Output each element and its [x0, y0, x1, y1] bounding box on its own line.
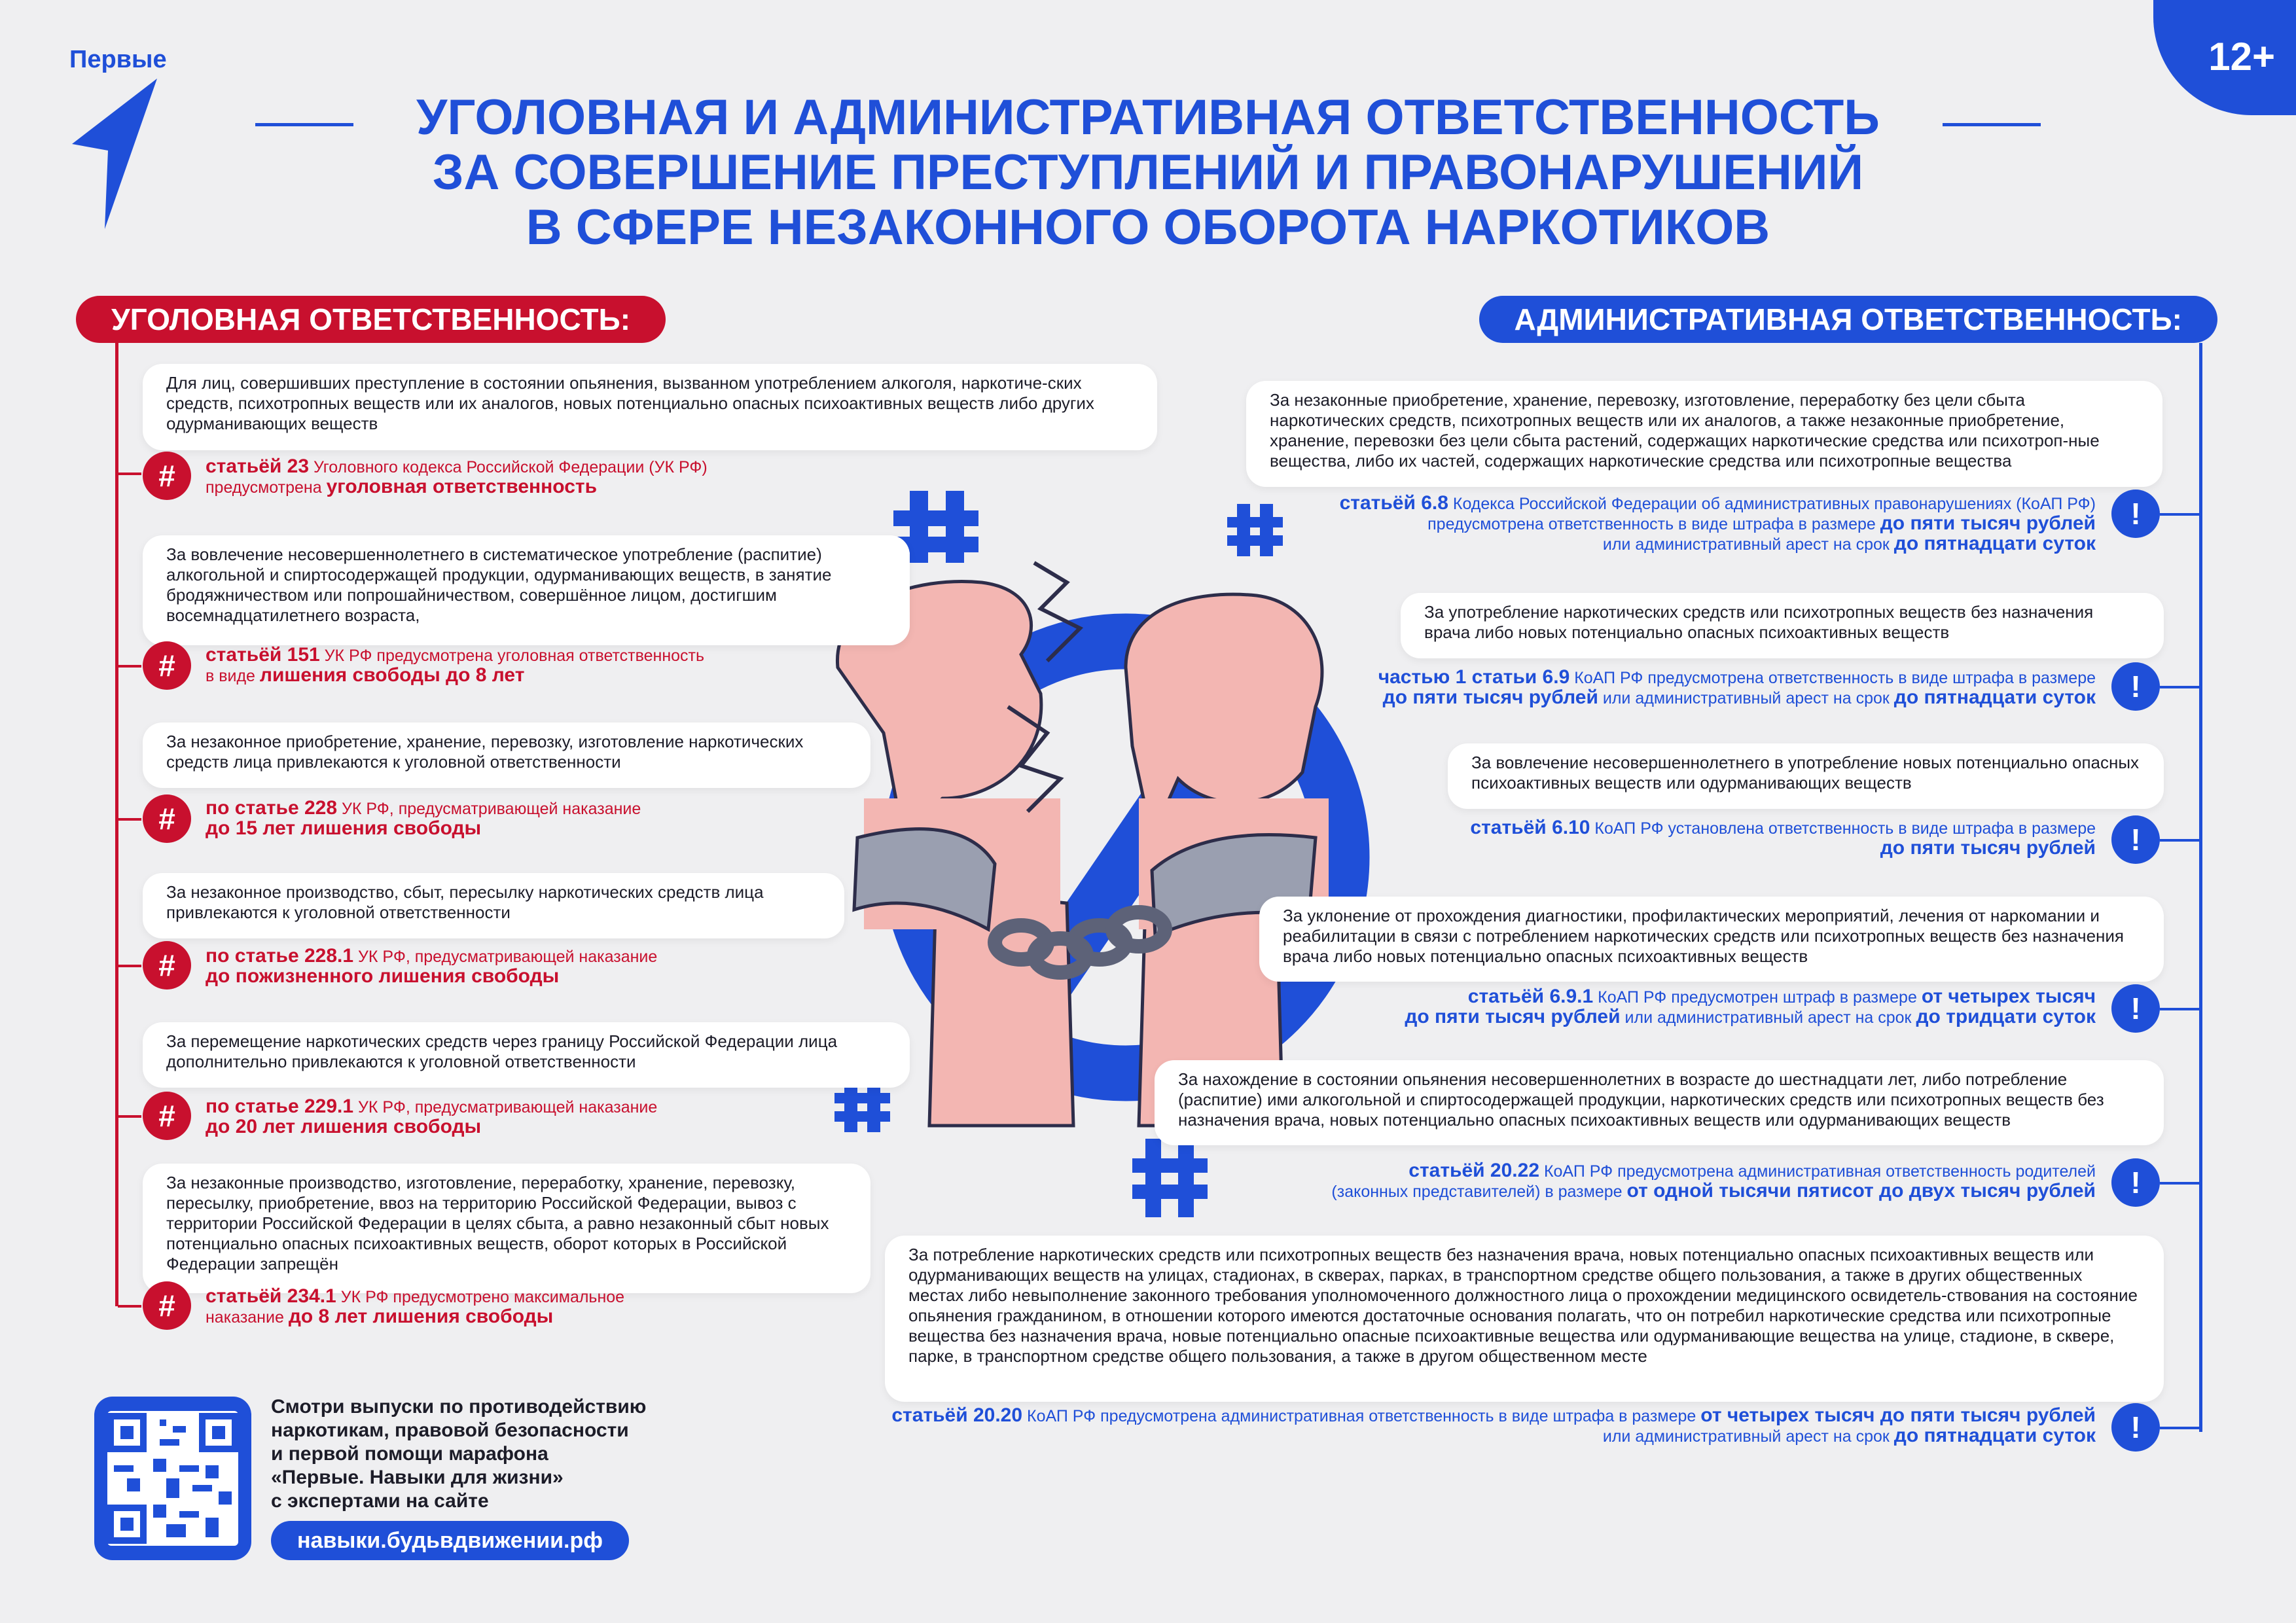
criminal-item-5-law: по статье 229.1 УК РФ, предусматривающей наказание до 20 лет лишения свободы: [206, 1096, 658, 1137]
criminal-item-5-description: За перемещение наркотических средств через границу Российской Федерации лица дополнительно привлекаются к уголовной ответственности: [143, 1022, 910, 1088]
admin-item-2-description: За употребление наркотических средств или психотропных веществ без назначения врача либо новых потенциально опасных психоактивных веществ: [1401, 593, 2164, 658]
connector: [118, 1115, 141, 1118]
website-link[interactable]: навыки.будьвдвижении.рф: [271, 1521, 629, 1560]
hashtag-icon: #: [143, 1281, 191, 1330]
hashtag-icon: #: [143, 1092, 191, 1140]
criminal-item-3-law: по статье 228 УК РФ, предусматривающей наказание до 15 лет лишения свободы: [206, 797, 641, 839]
admin-item-5-description: За нахождение в состоянии опьянения несовершеннолетних в возрасте до шестнадцати лет, либо потребление (распитие) ими алкогольной и спиртосодержащей продукции, наркотических средств или психотропных веществ без назначения врача, новых потенциально опасных психоактивных веществ или одурманивающих веществ: [1155, 1060, 2164, 1145]
qr-code[interactable]: [94, 1397, 251, 1560]
criminal-item-2-law: статьёй 151 УК РФ предусмотрена уголовная ответственность в виде лишения свободы до 8 лет: [206, 644, 705, 686]
brand-name: Первые: [69, 46, 167, 73]
page-title: УГОЛОВНАЯ И АДМИНИСТРАТИВНАЯ ОТВЕТСТВЕННОСТЬ ЗА СОВЕРШЕНИЕ ПРЕСТУПЛЕНИЙ И ПРАВОНАРУШЕНИЙ В СФЕРЕ НЕЗАКОННОГО ОБОРОТА НАРКОТИКОВ: [416, 90, 1880, 255]
admin-item-5-law: статьёй 20.22 КоАП РФ предусмотрена административная ответственность родителей (законных представителей) в размере от одной тысячи пятисот до двух тысяч рублей: [1331, 1160, 2096, 1202]
admin-item-3-law: статьёй 6.10 КоАП РФ установлена ответственность в виде штрафа в размере до пяти тысяч рублей: [1470, 817, 2096, 859]
admin-item-4-description: За уклонение от прохождения диагностики, профилактических мероприятий, лечения от наркомании и реабилитации в связи с потреблением наркотических средств или психотропных веществ без назначения врача либо новых потенциально опасных психоактивных веществ: [1259, 897, 2164, 982]
exclamation-icon: !: [2111, 984, 2160, 1033]
admin-heading: АДМИНИСТРАТИВНАЯ ОТВЕТСТВЕННОСТЬ:: [1479, 296, 2218, 343]
hashtag-icon: [1132, 1139, 1208, 1217]
connector: [118, 665, 141, 668]
qr-code-icon: [107, 1411, 238, 1546]
admin-item-3-description: За вовлечение несовершеннолетнего в употребление новых потенциально опасных психоактивных веществ или одурманивающих веществ: [1448, 743, 2164, 809]
admin-item-2-law: частью 1 статьи 6.9 КоАП РФ предусмотрена ответственность в виде штрафа в размере до пяти тысяч рублей или административный арест на срок до пятнадцати суток: [1378, 666, 2096, 708]
criminal-heading: УГОЛОВНАЯ ОТВЕТСТВЕННОСТЬ:: [76, 296, 666, 343]
hashtag-icon: #: [143, 452, 191, 500]
hashtag-icon: [834, 1080, 890, 1132]
age-rating-badge: 12+: [2153, 0, 2296, 115]
criminal-item-2-description: За вовлечение несовершеннолетнего в систематическое употребление (распитие) алкогольной и спиртосодержащей продукции, одурманивающих веществ, в занятие бродяжничеством или попрошайничеством, совершённое лицом, достигшим восемнадцатилетнего возраста,: [143, 535, 910, 645]
connector: [2160, 1182, 2200, 1185]
hashtag-icon: [1227, 504, 1283, 556]
connector: [118, 1305, 141, 1308]
criminal-item-6-description: За незаконные производство, изготовление, переработку, хранение, перевозку, пересылку, приобретение, ввоз на территорию Российской Федерации, вывоз с территории Российской Федерации в целях сбыта, а равно незаконный сбыт новых потенциально опасных психоактивных веществ, оборот которых в Российской Федерации запрещён: [143, 1164, 870, 1293]
exclamation-icon: !: [2111, 490, 2160, 538]
criminal-item-1-description: Для лиц, совершивших преступление в состоянии опьянения, вызванном употреблением алкоголя, наркотиче-ских средств, психотропных веществ или их аналогов, новых потенциально опасных психоактивных веществ либо других одурманивающих веществ: [143, 364, 1157, 450]
connector: [118, 965, 141, 967]
connector: [118, 818, 141, 821]
footer-description: Смотри выпуски по противодействию наркотикам, правовой безопасности и первой помощи марафона «Первые. Навыки для жизни» с экспертами на сайте: [271, 1396, 647, 1512]
exclamation-icon: !: [2111, 662, 2160, 711]
connector: [2160, 686, 2200, 688]
exclamation-icon: !: [2111, 1158, 2160, 1207]
admin-item-4-law: статьёй 6.9.1 КоАП РФ предусмотрен штраф в размере от четырех тысяч до пяти тысяч рублей или административный арест на срок до тридцати суток: [1405, 986, 2096, 1027]
hashtag-icon: #: [143, 941, 191, 990]
hashtag-icon: #: [143, 794, 191, 843]
admin-item-1-description: За незаконные приобретение, хранение, перевозку, изготовление, переработку без цели сбыта наркотических средств, психотропных веществ или их аналогов, а также незаконные приобретение, хранение, перевозки без цели сбыта растений, содержащих наркотические средства или психотроп-ные вещества, либо их частей, содержащих наркотические средства или психотропные вещества: [1246, 381, 2162, 487]
connector: [2160, 1427, 2200, 1429]
hashtag-icon: #: [143, 641, 191, 690]
criminal-item-3-description: За незаконное приобретение, хранение, перевозку, изготовление наркотических средств лица привлекаются к уголовной ответственности: [143, 722, 870, 788]
criminal-item-4-description: За незаконное производство, сбыт, пересылку наркотических средств лица привлекаются к уголовной ответственности: [143, 873, 844, 938]
admin-item-1-law: статьёй 6.8 Кодекса Российской Федерации об административных правонарушениях (КоАП РФ) предусмотрена ответственность в виде штрафа в размере до пяти тысяч рублей или административный арест на срок до пятнадцати суток: [1339, 492, 2096, 554]
admin-item-6-description: За потребление наркотических средств или психотропных веществ без назначения врача, новых потенциально опасных психоактивных веществ или одурманивающих веществ на улицах, стадионах, в скверах, парках, в транспортном средстве общего пользования, а также в других общественных местах либо невыполнение законного требования уполномоченного должностного лица о прохождении медицинского освидетель-ствования на состояние опьянения гражданином, в отношении которого имеются достаточные основания полагать, что он потребил наркотические средства или психотропные вещества без назначения врача, новые потенциально опасные психоактивные вещества или одурманивающие вещества на улице, стадионе, в сквере, парке, в транспортном средстве общего пользования, а также в другом общественном месте: [885, 1236, 2164, 1402]
criminal-item-4-law: по статье 228.1 УК РФ, предусматривающей наказание до пожизненного лишения свободы: [206, 945, 658, 987]
criminal-item-1-law: статьёй 23 Уголовного кодекса Российской Федерации (УК РФ) предусмотрена уголовная ответственность: [206, 455, 708, 497]
criminal-timeline: [115, 343, 118, 1306]
exclamation-icon: !: [2111, 815, 2160, 864]
connector: [2160, 513, 2200, 516]
criminal-item-6-law: статьёй 234.1 УК РФ предусмотрено максимальное наказание до 8 лет лишения свободы: [206, 1285, 625, 1327]
admin-item-6-law: статьёй 20.20 КоАП РФ предусмотрена административная ответственность в виде штрафа в размере от четырех тысяч до пяти тысяч рублей или административный арест на срок до пятнадцати суток: [891, 1404, 2096, 1446]
connector: [118, 473, 141, 475]
connector: [2160, 1008, 2200, 1010]
connector: [2160, 839, 2200, 842]
exclamation-icon: !: [2111, 1403, 2160, 1452]
admin-timeline: [2199, 343, 2202, 1432]
